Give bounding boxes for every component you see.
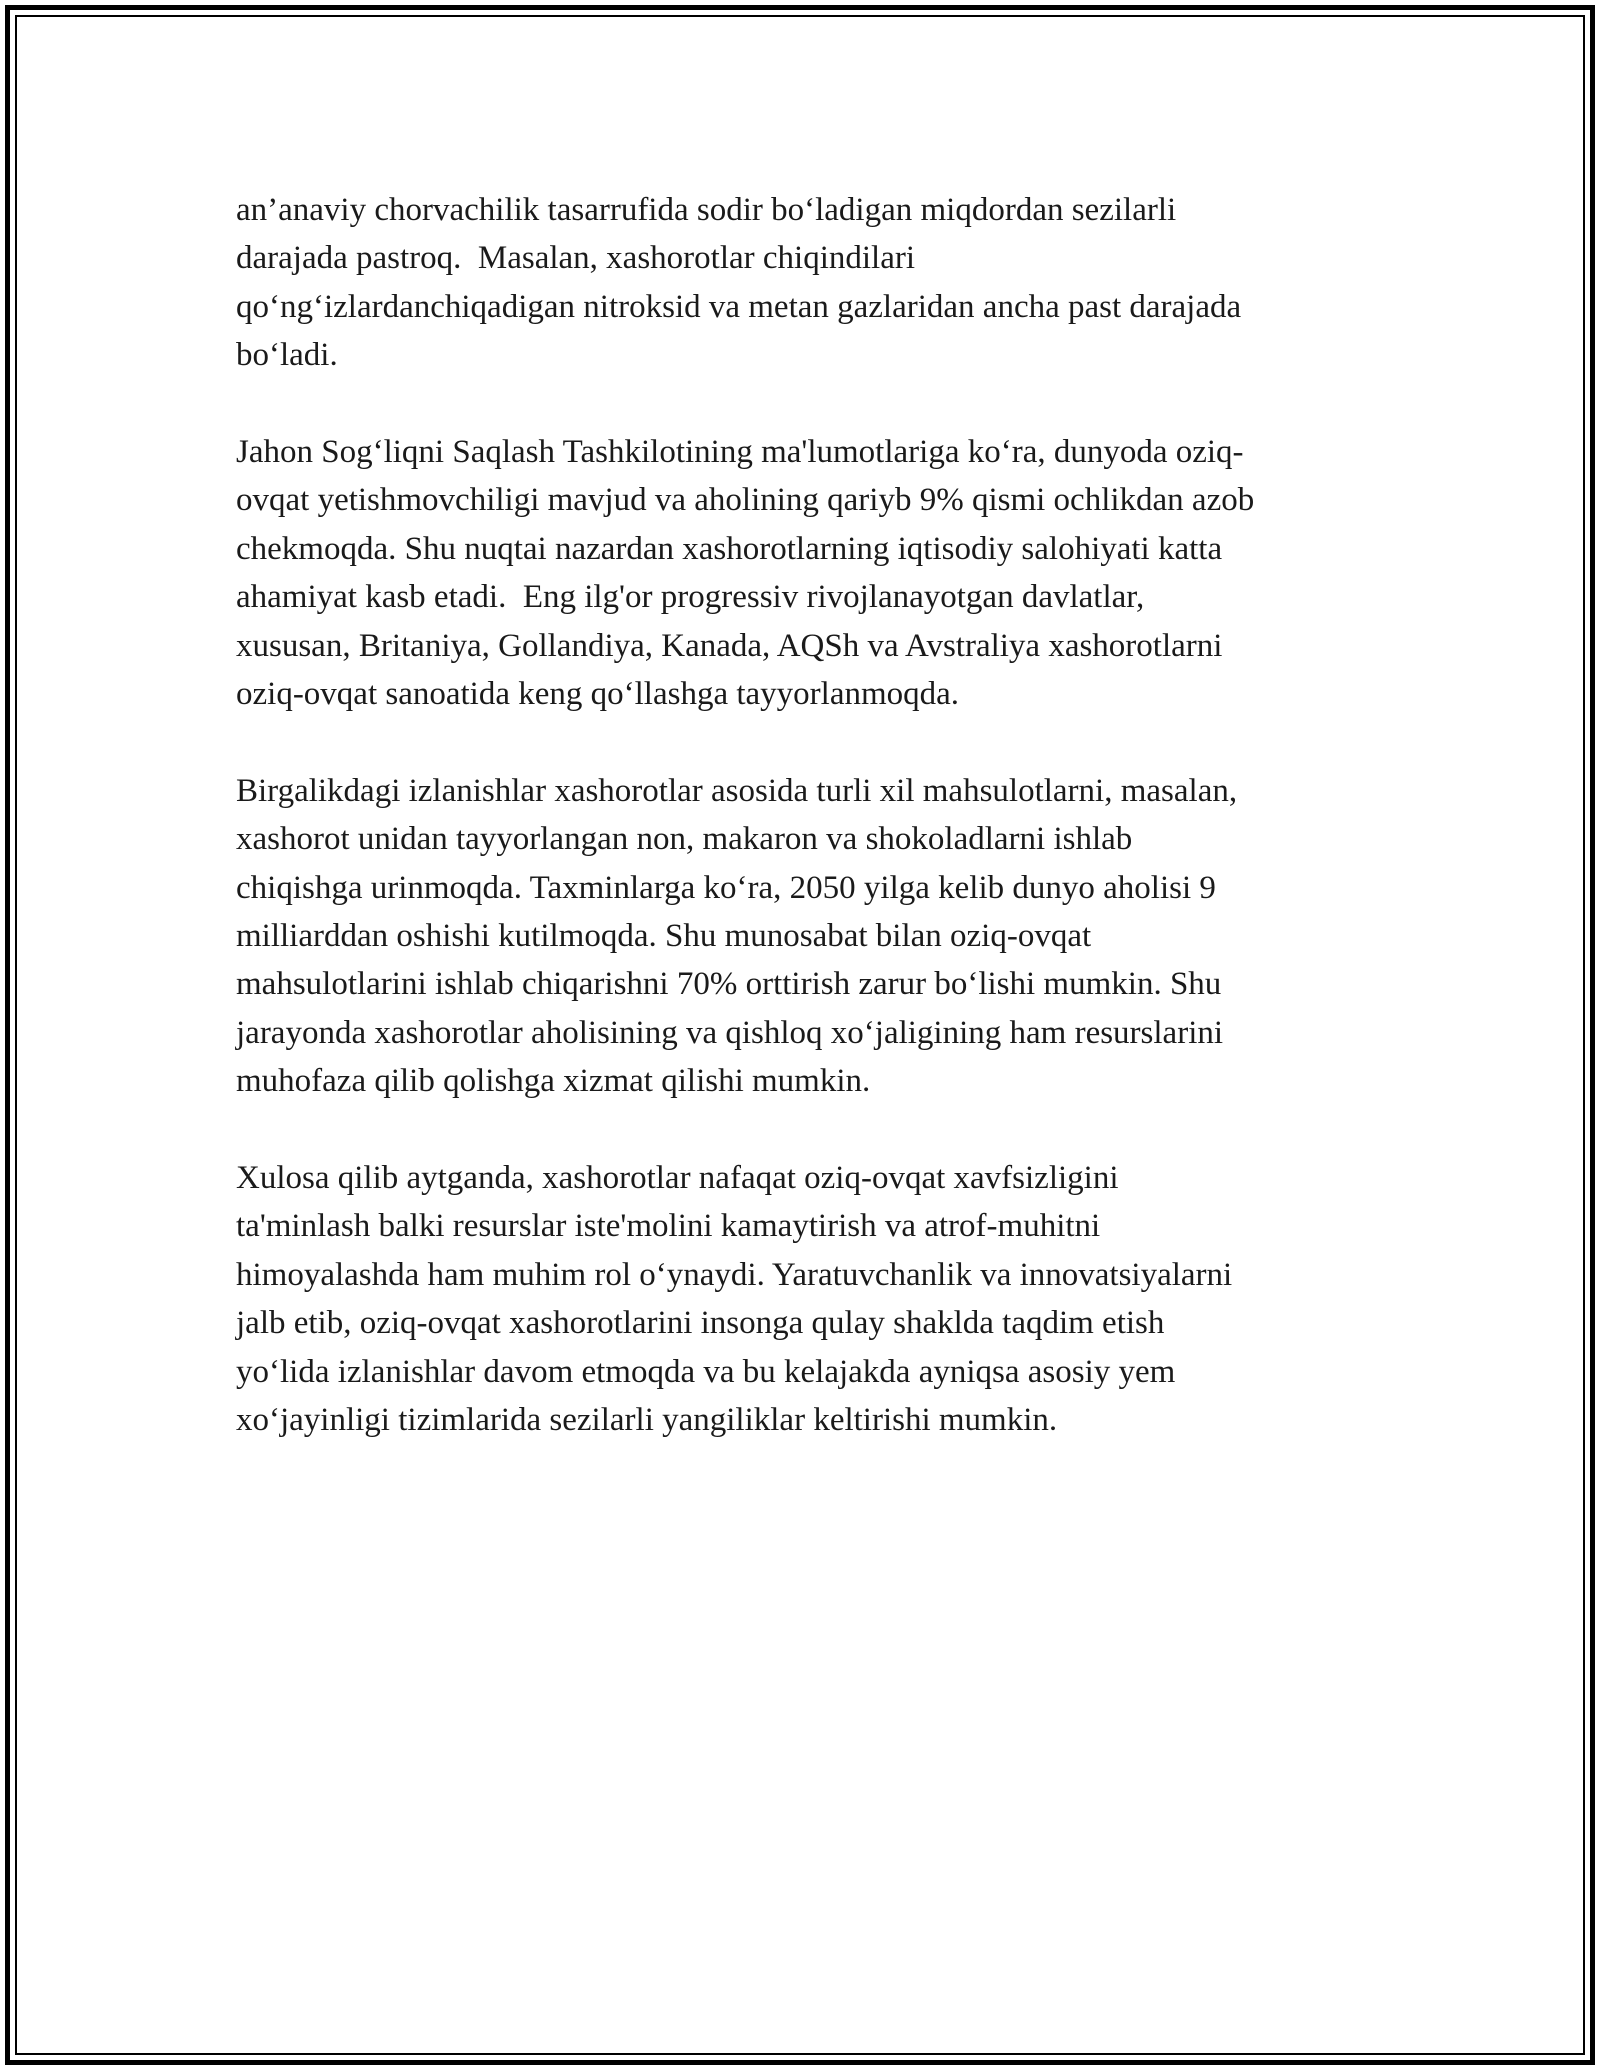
text-line: bo‘ladi.	[236, 337, 338, 374]
text-line: mahsulotlarini ishlab chiqarishni 70% orttirish zarur bo‘lishi mumkin. Shu	[236, 966, 1222, 1003]
paragraph-1	[236, 186, 1386, 380]
text-line: muhofaza qilib qolishga xizmat qilishi mumkin.	[236, 1063, 871, 1100]
text-line: an’anaviy chorvachilik tasarrufida sodir bo‘ladigan miqdordan sezilarli	[236, 192, 1177, 228]
text-line: jarayonda xashorotlar aholisining va qishloq xo‘jaligining ham resurslarini	[236, 1014, 1224, 1051]
text-line: yo‘lida izlanishlar davom etmoqda va bu kelajakda ayniqsa asosiy yem	[236, 1353, 1176, 1390]
text-line: xashorot unidan tayyorlangan non, makaron va shokoladlarni ishlab	[236, 821, 1133, 858]
text-line: himoyalashda ham muhim rol o‘ynaydi. Yaratuvchanlik va innovatsiyalarni	[236, 1256, 1233, 1293]
text-line: milliarddan oshishi kutilmoqda. Shu munosabat bilan oziq-ovqat	[236, 918, 1092, 955]
text-line: Xulosa qilib aytganda, xashorotlar nafaqat oziq-ovqat xavfsizligini	[236, 1160, 1119, 1197]
document-body	[236, 186, 1386, 1493]
text-line: Birgalikdagi izlanishlar xashorotlar asosida turli xil mahsulotlarni, masalan,	[236, 772, 1238, 809]
text-line: xo‘jayinligi tizimlarida sezilarli yangiliklar keltirishi mumkin.	[236, 1402, 1058, 1439]
text-line: qo‘ng‘izlardanchiqadigan nitroksid va metan gazlaridan ancha past darajada	[236, 288, 1242, 325]
text-line: chiqishga urinmoqda. Taxminlarga ko‘ra, 2050 yilga kelib dunyo aholisi 9	[236, 869, 1216, 906]
text-line: Jahon Sog‘liqni Saqlash Tashkilotining ma'lumotlariga ko‘ra, dunyoda oziq-	[236, 434, 1244, 471]
text-line: darajada pastroq. Masalan, xashorotlar chiqindilari	[236, 240, 916, 277]
text-line: xususan, Britaniya, Gollandiya, Kanada, AQSh va Avstraliya xashorotlarni	[236, 627, 1223, 664]
paragraph-2	[236, 428, 1386, 718]
text-line: jalb etib, oziq-ovqat xashorotlarini insonga qulay shaklda taqdim etish	[236, 1305, 1165, 1342]
text-line: oziq-ovqat sanoatida keng qo‘llashga tayyorlanmoqda.	[236, 676, 960, 713]
paragraph-4	[236, 1154, 1386, 1444]
text-line: ovqat yetishmovchiligi mavjud va aholining qariyb 9% qismi ochlikdan azob	[236, 482, 1255, 519]
paragraph-3	[236, 767, 1386, 1106]
text-line: chekmoqda. Shu nuqtai nazardan xashorotlarning iqtisodiy salohiyati katta	[236, 530, 1223, 567]
text-line: ta'minlash balki resurslar iste'molini kamaytirish va atrof-muhitni	[236, 1208, 1101, 1245]
text-line: ahamiyat kasb etadi. Eng ilg'or progressiv rivojlanayotgan davlatlar,	[236, 579, 1145, 616]
